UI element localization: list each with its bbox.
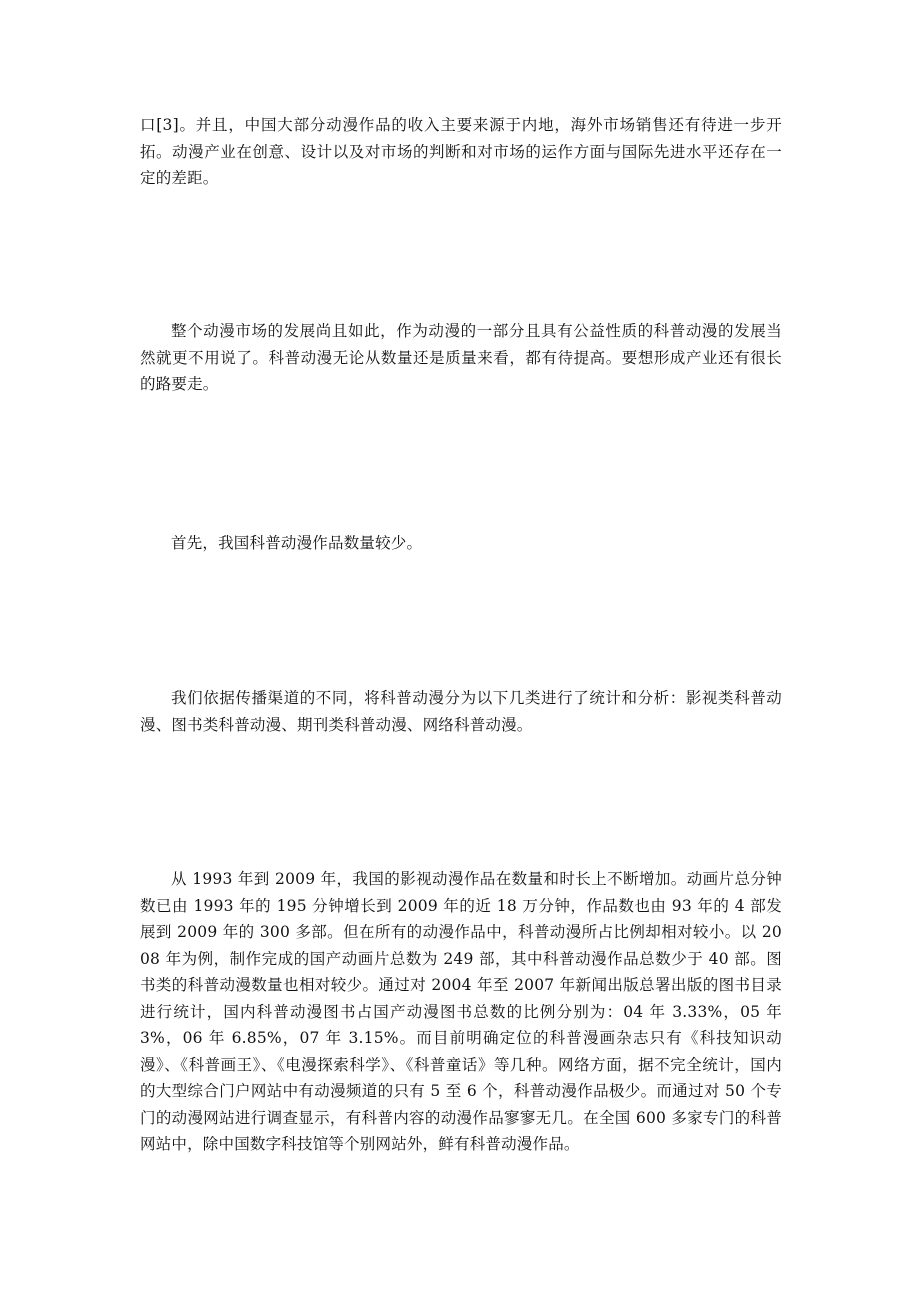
paragraph-1: 口[3]。并且，中国大部分动漫作品的收入主要来源于内地，海外市场销售还有待进一步开拓。动漫产业在创意、设计以及对市场的判断和对市场的运作方面与国际先进水平还存在一定的差距。 bbox=[140, 116, 782, 187]
paragraph-4: 我们依据传播渠道的不同，将科普动漫分为以下几类进行了统计和分析：影视类科普动漫、图书类科普动漫、期刊类科普动漫、网络科普动漫。 bbox=[140, 689, 782, 734]
paragraph-5: 从 1993 年到 2009 年，我国的影视动漫作品在数量和时长上不断增加。动画片总分钟数已由 1993 年的 195 分钟增长到 2009 年的近 18 万分钟，作品数也由 93 年的 4 部发展到 2009 年的 300 多部。但在所有的动漫作品中，科普动漫所占比例却相对较小。以 2008 年为例，制作完成的国产动画片总数为 249 部，其中科普动漫作品总数少于 40 部。图书类的科普动漫数量也相对较少。通过对 2004 年至 2007 年新闻出版总署出版的图书目录进行统计，国内科普动漫图书占国产动漫图书总数的比例分别为：04 年 3.33%，05 年 3%，06 年 6.85%，07 年 3.15%。而目前明确定位的科普漫画杂志只有《科技知识动漫》、《科普画王》、《电漫探索科学》、《科普童话》等几种。网络方面，据不完全统计，国内的大型综合门户网站中有动漫频道的只有 5 至 6 个，科普动漫作品极少。而通过对 50 个专门的动漫网站进行调查显示，有科普内容的动漫作品寥寥无几。在全国 600 多家专门的科普网站中，除中国数字科技馆等个别网站外，鲜有科普动漫作品。 bbox=[140, 870, 782, 1153]
paragraph-3: 首先，我国科普动漫作品数量较少。 bbox=[171, 534, 423, 552]
paragraph-2: 整个动漫市场的发展尚且如此，作为动漫的一部分且具有公益性质的科普动漫的发展当然就更不用说了。科普动漫无论从数量还是质量来看，都有待提高。要想形成产业还有很长的路要走。 bbox=[140, 322, 782, 393]
